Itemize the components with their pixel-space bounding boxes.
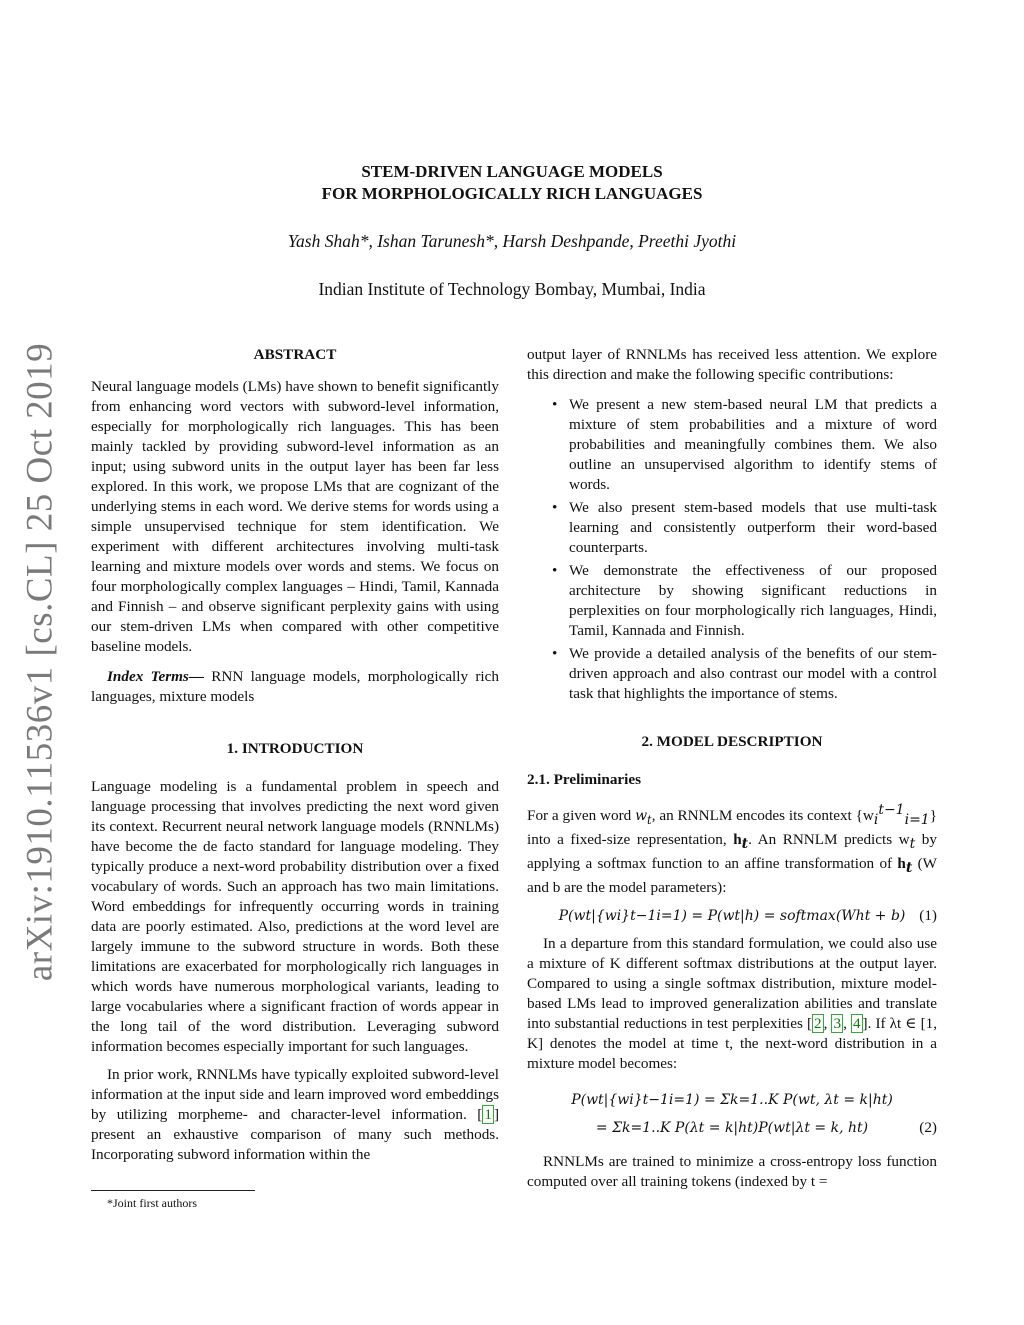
citation-link[interactable]: 4 [852, 1015, 861, 1033]
equation-2-line-2: = Σk=1..K P(λt = k|ht)P(wt|λt = k, ht) [595, 1120, 869, 1137]
intro-paragraph-1: Language modeling is a fundamental problem in speech and language processing that involves predicting the next word given its context. Recurrent neural network language models (RNNLMs) have become the de facto standard for language modeling. They typically produce a next-word probability distribution over a fixed vocabulary of words. Such an approach has two main limitations. Word embeddings for infrequently occurring words in training data are poorly estimated. Also, predictions at the word level are largely immune to the subword structure in words. Both these limitations are exacerbated for morphologically rich languages in which words have numerous morphological variants, leading to large vocabularies where a significant fraction of words appear in the long tail of the word distribution. Leveraging subword information becomes especially important for such languages. [91, 778, 499, 1055]
equation-1-body: P(wt|{wi}t−1i=1) = P(wt|h) = softmax(Wht + b) [558, 908, 906, 925]
mixture-text-2: . If λt ∈ [1, K] denotes the model at time t, the next-word distribution in a mixture model becomes: [527, 1015, 938, 1073]
abstract-body: Neural language models (LMs) have shown to benefit significantly from enhancing word vectors with subword-level information, especially for morphologically rich languages. This has been mainly tackled by providing subword-level information as an input; using subword units in the output layer has been far less explored. In this work, we propose LMs that are cognizant of the underlying stems in each word. We derive stems for words using a simple unsupervised technique for stem identification. We experiment with different architectures involving multi-task learning and mixture models over words and stems. We focus on four morphologically complex languages – Hindi, Tamil, Kannada and Finnish – and observe significant perplexity gains with using our stem-driven LMs when compared with other competitive baseline models. [91, 378, 499, 655]
equation-2-number: (2) [919, 1119, 937, 1137]
math-ht: $h_t$ [897, 855, 913, 877]
preliminaries-paragraph: For a given word $w_t$, an RNNLM encodes its context $\{w_i^{t-1}_{i=1}\}$ into a fixed-size representation, $h_t$. An RNNLM predicts $w_t$ by applying a softmax function to an affine transformation of $h_t$ (W and b are the model parameters): [527, 802, 938, 897]
title-line-1: STEM-DRIVEN LANGUAGE MODELS [361, 162, 663, 181]
list-item-text: We provide a detailed analysis of the benefits of our stem-driven approach and also contrast our model with a control task that highlights the importance of stems. [569, 645, 937, 702]
affiliation: Indian Institute of Technology Bombay, Mumbai, India [318, 279, 706, 299]
equation-2 [527, 1086, 937, 1142]
list-item-text: We present a new stem-based neural LM that predicts a mixture of stem probabilities and a mixture of word probabilities and meaningfully combines them. We also outline an unsupervised algorithm to identify stems of words. [569, 396, 937, 493]
intro-p2-text-a: In prior work, RNNLMs have typically exploited subword-level information at the input side and learn improved word embeddings by utilizing morpheme- and character-level information. [91, 1066, 499, 1123]
training-paragraph: RNNLMs are trained to minimize a cross-entropy loss function computed over all training tokens (indexed by t = [527, 1153, 937, 1191]
arxiv-identifier: arXiv:1910.11536v1 [cs.CL] 25 Oct 2019 [19, 342, 61, 982]
bullet-icon: • [552, 645, 558, 662]
paper-title [0, 161, 1024, 205]
list-item [527, 561, 937, 641]
bullet-icon: • [552, 396, 558, 413]
equation-2-line-1: P(wt|{wi}t−1i=1) = Σk=1..K P(wt, λt = k|ht) [571, 1092, 893, 1109]
preliminaries-heading: 2.1. Preliminaries [527, 771, 642, 788]
abstract-heading: ABSTRACT [253, 346, 337, 363]
math-ht: $h_t$ [733, 831, 749, 853]
math-symbol: w [635, 808, 648, 825]
mixture-text: In a departure from this standard formulation, we could also use a mixture of K different softmax distributions at the output layer. Compared to using a single softmax distribution, mixture model-based LMs lead to improved generalization abilities and translate into substantial reductions in test perplexities [527, 935, 937, 1033]
list-item [527, 395, 937, 495]
contributions-list [527, 395, 937, 704]
citation-link[interactable]: 1 [484, 1106, 492, 1123]
intro-paragraph-2: In prior work, RNNLMs have typically exploited subword-level information at the input side and learn improved word embeddings by utilizing morpheme- and character-level information. [ 1 ] present an exhaustive comparison of many such methods. Incorporating subword information within the [91, 1066, 499, 1163]
list-item-text: We also present stem-based models that use multi-task learning and consistently outperform their word-based counterparts. [569, 499, 937, 556]
prelim-text: For a given word [527, 807, 636, 825]
list-item [527, 644, 937, 704]
footnote-divider [91, 1190, 255, 1191]
contributions-intro: output layer of RNNLMs has received less attention. We explore this direction and make the following specific contributions: [527, 346, 937, 383]
math-symbol: h [733, 831, 742, 849]
index-terms-text: RNN language models, morphologically rich languages, mixture models [91, 668, 499, 705]
bullet-icon: • [552, 499, 558, 516]
citation-link[interactable]: 2 [814, 1015, 822, 1033]
equation-1 [527, 906, 937, 926]
prelim-text: (W and b are the model parameters): [527, 855, 937, 897]
citation-link[interactable]: 3 [833, 1015, 842, 1033]
intro-p2-text-b: present an exhaustive comparison of many such methods. Incorporating subword information within the [91, 1126, 499, 1163]
introduction-heading: 1. INTRODUCTION [226, 740, 364, 757]
prelim-text: } into a fixed-size representation, [527, 807, 938, 849]
math-wt: $w_t$ [635, 808, 652, 827]
title-line-2: FOR MORPHOLOGICALLY RICH LANGUAGES [321, 184, 703, 203]
left-column [91, 345, 499, 1165]
prelim-text: , an RNNLM encodes its context {w [651, 807, 874, 825]
bullet-icon: • [552, 562, 558, 579]
list-item [527, 498, 937, 558]
equation-1-number: (1) [919, 907, 937, 925]
list-item-text: We demonstrate the effectiveness of our proposed architecture by showing significant reductions in perplexities on four morphologically rich languages, Hindi, Tamil, Kannada and Finnish. [569, 562, 937, 639]
math-symbol: h [897, 855, 906, 873]
right-column [527, 345, 937, 1192]
model-description-heading: 2. MODEL DESCRIPTION [641, 733, 823, 750]
prelim-text: by applying a softmax function to an affine transformation of [527, 831, 937, 873]
index-terms-label: Index Terms— [107, 668, 205, 685]
footnote: *Joint first authors [107, 1196, 197, 1210]
prelim-text: . An RNNLM predicts w [748, 831, 910, 849]
author-list: Yash Shah*, Ishan Tarunesh*, Harsh Deshpande, Preethi Jyothi [287, 231, 737, 251]
mixture-paragraph: In a departure from this standard formulation, we could also use a mixture of K different softmax distributions at the output layer. Compared to using a single softmax distribution, mixture model-based LMs lead to improved generalization abilities and translate into substantial reductions in test perplexities [ 2 , 3 , 4 ]. If λt ∈ [1, K] denotes the model at time t, the next-word distribution in a mixture model becomes: [527, 935, 938, 1073]
index-terms [91, 667, 499, 707]
